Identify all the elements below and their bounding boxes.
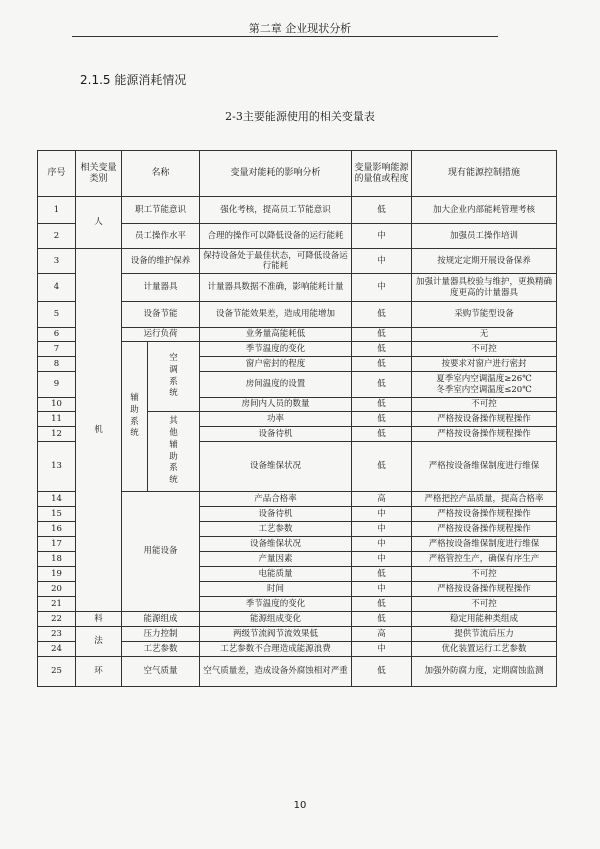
group-ren: 人 bbox=[76, 197, 122, 249]
row-measures: 优化装置运行工艺参数 bbox=[412, 642, 557, 657]
row-measures: 无 bbox=[412, 328, 557, 342]
table-caption: 2-3主要能源使用的相关变量表 bbox=[225, 110, 375, 123]
row-degree: 高 bbox=[352, 627, 412, 642]
row-no: 20 bbox=[38, 582, 76, 597]
row-measures: 加强外防腐力度，定期腐蚀监测 bbox=[412, 657, 557, 687]
group-liao: 料 bbox=[76, 612, 122, 627]
row-impact: 设备维保状况 bbox=[200, 537, 352, 552]
row-no: 11 bbox=[38, 412, 76, 427]
row-no: 23 bbox=[38, 627, 76, 642]
row-no: 9 bbox=[38, 372, 76, 398]
row-name: 计量器具 bbox=[122, 274, 200, 302]
table-row bbox=[38, 249, 557, 274]
row-degree: 中 bbox=[352, 274, 412, 302]
row-impact: 计量器具数据不准确，影响能耗计量 bbox=[200, 274, 352, 302]
row-no: 8 bbox=[38, 357, 76, 372]
row-degree: 低 bbox=[352, 398, 412, 412]
row-name: 职工节能意识 bbox=[122, 197, 200, 224]
row-degree: 低 bbox=[352, 342, 412, 357]
row-impact: 设备待机 bbox=[200, 507, 352, 522]
row-impact: 业务量高能耗低 bbox=[200, 328, 352, 342]
row-no: 1 bbox=[38, 197, 76, 224]
row-degree: 低 bbox=[352, 302, 412, 328]
row-no: 13 bbox=[38, 442, 76, 492]
table-row bbox=[38, 612, 557, 627]
row-measures: 严格按设备操作规程操作 bbox=[412, 582, 557, 597]
row-name: 工艺参数 bbox=[122, 642, 200, 657]
row-no: 19 bbox=[38, 567, 76, 582]
table-row bbox=[38, 657, 557, 687]
row-no: 3 bbox=[38, 249, 76, 274]
row-no: 10 bbox=[38, 398, 76, 412]
row-name: 能源组成 bbox=[122, 612, 200, 627]
row-degree: 低 bbox=[352, 197, 412, 224]
row-impact: 功率 bbox=[200, 412, 352, 427]
row-name: 运行负荷 bbox=[122, 328, 200, 342]
header-no: 序号 bbox=[38, 151, 76, 197]
group-kongtiao: 空 调 系 统 bbox=[148, 342, 200, 412]
row-impact: 强化考核，提高员工节能意识 bbox=[200, 197, 352, 224]
section-title: 2.1.5 能源消耗情况 bbox=[80, 73, 187, 87]
row-measures: 不可控 bbox=[412, 597, 557, 612]
row-impact: 产量因素 bbox=[200, 552, 352, 567]
row-degree: 低 bbox=[352, 412, 412, 427]
row-degree: 低 bbox=[352, 597, 412, 612]
row-degree: 中 bbox=[352, 224, 412, 249]
row-impact: 房间温度的设置 bbox=[200, 372, 352, 398]
group-yongneng: 用能设备 bbox=[122, 492, 200, 612]
row-degree: 中 bbox=[352, 507, 412, 522]
row-degree: 低 bbox=[352, 357, 412, 372]
row-measures: 稳定用能种类组成 bbox=[412, 612, 557, 627]
header-rule bbox=[72, 36, 498, 37]
row-measures: 严格按设备操作规程操作 bbox=[412, 522, 557, 537]
row-no: 18 bbox=[38, 552, 76, 567]
row-impact: 工艺参数不合理造成能源浪费 bbox=[200, 642, 352, 657]
row-no: 22 bbox=[38, 612, 76, 627]
row-degree: 低 bbox=[352, 657, 412, 687]
row-no: 25 bbox=[38, 657, 76, 687]
row-degree: 中 bbox=[352, 249, 412, 274]
row-measures: 按要求对窗户进行密封 bbox=[412, 357, 557, 372]
row-no: 21 bbox=[38, 597, 76, 612]
table-header-row bbox=[38, 151, 557, 197]
row-name: 员工操作水平 bbox=[122, 224, 200, 249]
row-measures: 严格按设备操作规程操作 bbox=[412, 427, 557, 442]
row-impact: 电能质量 bbox=[200, 567, 352, 582]
row-no: 2 bbox=[38, 224, 76, 249]
row-impact: 设备节能效果差，造成用能增加 bbox=[200, 302, 352, 328]
row-impact: 保持设备处于最佳状态，可降低设备运行能耗 bbox=[200, 249, 352, 274]
row-impact: 设备维保状况 bbox=[200, 442, 352, 492]
row-measures bbox=[412, 372, 557, 398]
row-impact: 能源组成变化 bbox=[200, 612, 352, 627]
row-name: 压力控制 bbox=[122, 627, 200, 642]
header-measures: 现有能源控制措施 bbox=[412, 151, 557, 197]
row-degree: 中 bbox=[352, 522, 412, 537]
row-no: 16 bbox=[38, 522, 76, 537]
row-no: 12 bbox=[38, 427, 76, 442]
row-degree: 中 bbox=[352, 642, 412, 657]
row-no: 7 bbox=[38, 342, 76, 357]
row-measures: 加大企业内部能耗管理考核 bbox=[412, 197, 557, 224]
row-degree: 低 bbox=[352, 442, 412, 492]
row-measures: 严格管控生产，确保有序生产 bbox=[412, 552, 557, 567]
measure-summer: 夏季室内空调温度≥26℃ bbox=[436, 374, 532, 385]
measure-winter: 冬季室内空调温度≤20℃ bbox=[436, 384, 532, 395]
row-degree: 低 bbox=[352, 612, 412, 627]
row-measures: 不可控 bbox=[412, 567, 557, 582]
row-measures: 不可控 bbox=[412, 398, 557, 412]
row-name: 设备的维护保养 bbox=[122, 249, 200, 274]
header-name: 名称 bbox=[122, 151, 200, 197]
row-name: 空气质量 bbox=[122, 657, 200, 687]
row-impact: 季节温度的变化 bbox=[200, 597, 352, 612]
row-measures: 加强员工操作培训 bbox=[412, 224, 557, 249]
row-impact: 合理的操作可以降低设备的运行能耗 bbox=[200, 224, 352, 249]
table-row bbox=[38, 197, 557, 224]
row-name: 设备节能 bbox=[122, 302, 200, 328]
group-fa: 法 bbox=[76, 627, 122, 657]
row-no: 4 bbox=[38, 274, 76, 302]
header-impact: 变量对能耗的影响分析 bbox=[200, 151, 352, 197]
group-huan: 环 bbox=[76, 657, 122, 687]
row-impact: 产品合格率 bbox=[200, 492, 352, 507]
row-degree: 低 bbox=[352, 567, 412, 582]
row-impact: 房间内人员的数量 bbox=[200, 398, 352, 412]
row-measures: 严格按设备维保制度进行维保 bbox=[412, 442, 557, 492]
row-degree: 低 bbox=[352, 328, 412, 342]
table-row bbox=[38, 627, 557, 642]
row-no: 14 bbox=[38, 492, 76, 507]
row-measures: 严格按设备操作规程操作 bbox=[412, 412, 557, 427]
row-degree: 中 bbox=[352, 582, 412, 597]
row-impact: 季节温度的变化 bbox=[200, 342, 352, 357]
row-no: 5 bbox=[38, 302, 76, 328]
row-impact: 时间 bbox=[200, 582, 352, 597]
group-ji: 机 bbox=[76, 249, 122, 612]
row-measures: 严格按设备维保制度进行维保 bbox=[412, 537, 557, 552]
row-impact: 设备待机 bbox=[200, 427, 352, 442]
group-qita: 其 他 辅 助 系 统 bbox=[148, 412, 200, 492]
row-degree: 中 bbox=[352, 552, 412, 567]
header-degree: 变量影响能源的量值或程度 bbox=[352, 151, 412, 197]
row-impact: 两级节流阀节流效果低 bbox=[200, 627, 352, 642]
row-measures: 加强计量器具校验与维护，更换精确度更高的计量器具 bbox=[412, 274, 557, 302]
row-no: 24 bbox=[38, 642, 76, 657]
row-degree: 低 bbox=[352, 372, 412, 398]
row-measures: 按规定定期开展设备保养 bbox=[412, 249, 557, 274]
page-header: 第二章 企业现状分析 bbox=[248, 22, 352, 35]
row-measures: 严格按设备操作规程操作 bbox=[412, 507, 557, 522]
row-no: 6 bbox=[38, 328, 76, 342]
row-no: 15 bbox=[38, 507, 76, 522]
row-degree: 低 bbox=[352, 427, 412, 442]
row-measures: 提供节流后压力 bbox=[412, 627, 557, 642]
page-number: 10 bbox=[293, 800, 307, 811]
row-impact: 窗户密封的程度 bbox=[200, 357, 352, 372]
row-degree: 中 bbox=[352, 537, 412, 552]
row-measures: 采购节能型设备 bbox=[412, 302, 557, 328]
row-measures: 严格把控产品质量，提高合格率 bbox=[412, 492, 557, 507]
energy-variables-table bbox=[37, 150, 557, 687]
row-no: 17 bbox=[38, 537, 76, 552]
row-measures: 不可控 bbox=[412, 342, 557, 357]
header-category: 相关变量类别 bbox=[76, 151, 122, 197]
row-impact: 工艺参数 bbox=[200, 522, 352, 537]
row-degree: 高 bbox=[352, 492, 412, 507]
row-impact: 空气质量差，造成设备外腐蚀相对严重 bbox=[200, 657, 352, 687]
group-fuzhu: 辅 助 系 统 bbox=[122, 342, 148, 492]
